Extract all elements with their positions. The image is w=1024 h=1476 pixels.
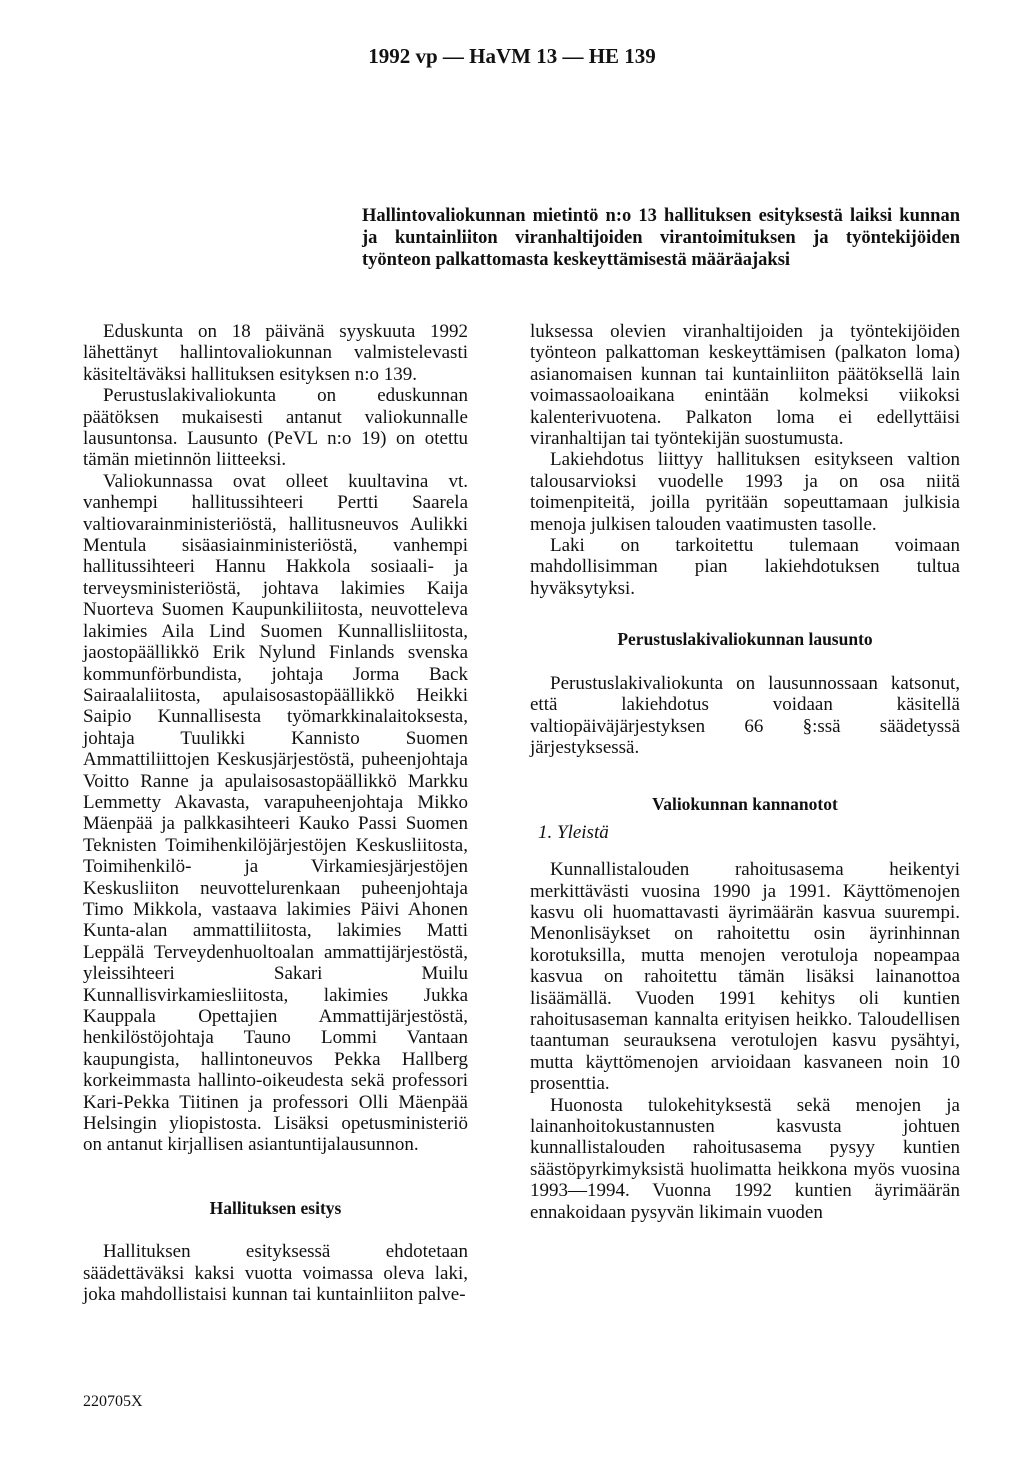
paragraph: luksessa olevien viranhaltijoiden ja työntekijöiden työnteon palkattoman keskeyttämisen (palkaton loma) asianomaisen kunnan tai kuntainliiton päätöksellä lain voimassaoloaikana enintään kolmeksi viikoksi kalenterivuotena. Palkaton loma ei edellyttäisi viranhaltijan tai työntekijän suostumusta. xyxy=(530,321,960,450)
document-code: 220705X xyxy=(83,1393,143,1410)
paragraph: Eduskunta on 18 päivänä syyskuuta 1992 lähettänyt hallintovaliokunnan valmistelevasti käsiteltäväksi hallituksen esityksen n:o 139. xyxy=(83,321,468,385)
left-column xyxy=(83,321,468,1305)
document-title: Hallintovaliokunnan mietintö n:o 13 hallituksen esityksestä laiksi kunnan ja kuntainliiton viranhaltijoiden virantoimituksen ja työntekijöiden työnteon palkattomasta keskeyttämisestä määräajaksi xyxy=(362,206,960,270)
subsection-heading-yleista: 1. Yleistä xyxy=(538,821,609,843)
paragraph: Perustuslakivaliokunta on lausunnossaan katsonut, että lakiehdotus voidaan käsitellä valtiopäiväjärjestyksen 66 §:ssä säädetyssä järjestyksessä. xyxy=(530,672,960,758)
paragraph: Perustuslakivaliokunta on eduskunnan päätöksen mukaisesti antanut valiokunnalle lausuntonsa. Lausunto (PeVL n:o 19) on otettu tämän mietinnön liitteeksi. xyxy=(83,385,468,471)
paragraph: Hallituksen esityksessä ehdotetaan säädettäväksi kaksi vuotta voimassa oleva laki, joka mahdollistaisi kunnan tai kuntainliiton palve- xyxy=(83,1241,468,1306)
section-heading-perustuslakivaliokunnan-lausunto: Perustuslakivaliokunnan lausunto xyxy=(617,629,873,650)
paragraph: Kunnallistalouden rahoitusasema heikentyi merkittävästi vuosina 1990 ja 1991. Käyttömenojen kasvu oli huomattavasti äyrimäärän kasvua suurempi. Menonlisäykset on rahoitettu osin äyrinhinnan korotuksilla, mutta menojen verotuloja nopeampaa kasvua on rahoitettu tämän lisäksi lainanottoa lisäämällä. Vuoden 1991 kehitys oli kuntien rahoitusaseman kannalta erityisen heikko. Taloudellisen taantuman seurauksena verotulojen kasvu pysähtyi, mutta käyttömenojen arvioidaan kasvaneen noin 10 prosenttia. xyxy=(530,859,960,1095)
section-heading-valiokunnan-kannanotot: Valiokunnan kannanotot xyxy=(652,794,838,815)
paragraph: Laki on tarkoitettu tulemaan voimaan mahdollisimman pian lakiehdotuksen tultua hyväksytyksi. xyxy=(530,535,960,599)
page-header: 1992 vp — HaVM 13 — HE 139 xyxy=(368,44,656,68)
right-column xyxy=(530,321,960,1223)
paragraph: Valiokunnassa ovat olleet kuultavina vt. vanhempi hallitussihteeri Pertti Saarela valtiovarainministeriöstä, hallitusneuvos Aulikki Mentula sisäasiainministeriöstä, vanhempi hallitussihteeri Hannu Hakkola sosiaali- ja terveysministeriöstä, johtava lakimies Kaija Nuorteva Suomen Kaupunkiliitosta, neuvotteleva lakimies Aila Lind Suomen Kunnallisliitosta, jaostopäällikkö Erik Nylund Finlands svenska kommunförbundista, johtaja Jorma Back Sairaalaliitosta, apulaisosastopäällikkö Heikki Saipio Kunnallisesta työmarkkinalaitoksesta, johtaja Tuulikki Kannisto Suomen Ammattiliittojen Keskusjärjestöstä, puheenjohtaja Voitto Ranne ja apulaisosastopäällikkö Markku Lemmetty Akavasta, varapuheenjohtaja Mikko Mäenpää ja palkkasihteeri Kauko Passi Suomen Teknisten Toimihenkilöjärjestöjen Keskusliitosta, Toimihenkilö- ja Virkamiesjärjestöjen Keskusliiton neuvottelurenkaan puheenjohtaja Timo Mikkola, vastaava lakimies Päivi Ahonen Kunta-alan ammattiliitosta, lakimies Matti Leppälä Terveydenhuoltoalan ammattijärjestöstä, yleissihteeri Sakari Muilu Kunnallisvirkamiesliitosta, lakimies Jukka Kauppala Opettajien Ammattijärjestöstä, henkilöstöjohtaja Tauno Lommi Vantaan kaupungista, hallintoneuvos Pekka Hallberg korkeimmasta hallinto-oikeudesta sekä professori Kari-Pekka Tiitinen ja professori Olli Mäenpää Helsingin yliopistosta. Lisäksi opetusministeriö on antanut kirjallisen asiantuntijalausunnon. xyxy=(83,470,468,1156)
paragraph: Huonosta tulokehityksestä sekä menojen ja lainanhoitokustannusten kasvusta johtuen kunnallistalouden rahoitusasema pysyy kuntien säästöpyrkimyksistä huolimatta heikkona myös vuosina 1993—1994. Vuonna 1992 kuntien äyrimäärän ennakoidaan pysyvän likimain vuoden xyxy=(530,1094,960,1223)
section-heading-hallituksen-esitys: Hallituksen esitys xyxy=(209,1197,342,1218)
paragraph: Lakiehdotus liittyy hallituksen esitykseen valtion talousarvioksi vuodelle 1993 ja on osa niitä toimenpiteitä, joilla pyritään sopeuttamaan julkisia menoja julkisen talouden vaatimusten tasolle. xyxy=(530,449,960,535)
